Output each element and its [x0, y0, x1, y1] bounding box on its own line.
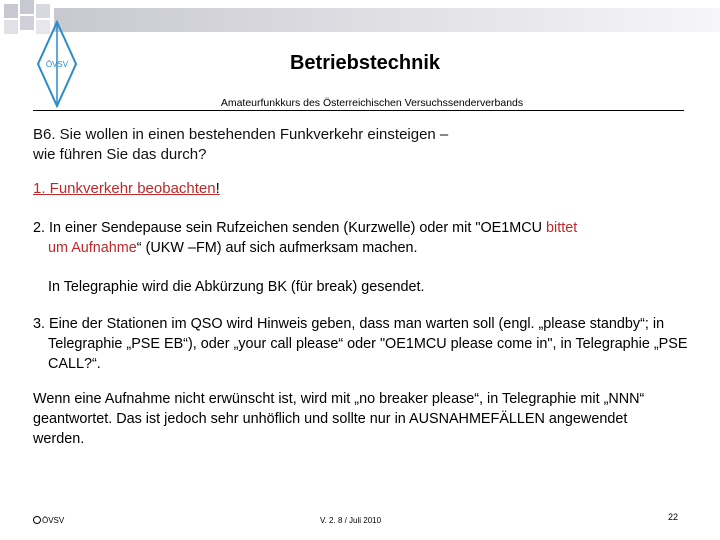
step-2-line2-red: um Aufnahme: [48, 240, 137, 256]
question-line-1: B6. Sie wollen in einen bestehenden Funkverkehr einsteigen –: [33, 126, 449, 143]
step-2-highlight: bittet: [546, 220, 578, 236]
step-1: [33, 180, 220, 197]
copyright-icon: [33, 516, 41, 524]
step-2-line2-rest: “ (UKW –FM) auf sich aufmerksam machen.: [136, 240, 418, 256]
footer-version: V. 2. 8 / Juli 2010: [320, 516, 382, 525]
page-title: Betriebstechnik: [289, 52, 441, 74]
logo-text: ÖVSV: [45, 60, 69, 69]
ovsv-logo: [36, 20, 78, 108]
page-number: 22: [668, 512, 679, 522]
page-subtitle: Amateurfunkkurs des Österreichischen Versuchssenderverbands: [220, 97, 524, 109]
step-2: [33, 218, 688, 258]
question-heading: [33, 125, 633, 165]
step-2-part-1: 2. In einer Sendepause sein Rufzeichen senden (Kurzwelle) oder mit "OE1MCU: [33, 220, 547, 236]
step-3: 3. Eine der Stationen im QSO wird Hinweis geben, dass man warten soll (engl. „please standby“; in Telegraphie „PSE EB“), oder „your call please“ oder "OE1MCU please come in", in Telegraphie „PSE CALL?“.: [33, 316, 688, 372]
step-1-text: 1. Funkverkehr beobachten: [33, 180, 216, 197]
decorative-squares: [0, 0, 720, 40]
header-divider: [33, 110, 684, 111]
question-line-2: wie führen Sie das durch?: [33, 146, 207, 163]
note-paragraph: Wenn eine Aufnahme nicht erwünscht ist, wird mit „no breaker please“, in Telegraphie mit „NNN“ geantwortet. Das ist jedoch sehr unhöflich und sollte nur in AUSNAHMEFÄLLEN angewendet werden.: [33, 391, 645, 447]
footer-copyright-text: ÖVSV: [42, 516, 65, 525]
footer-copyright: [33, 516, 64, 525]
step-1-exclamation: !: [215, 180, 220, 197]
step-2-telegraphy: In Telegraphie wird die Abkürzung BK (für break) gesendet.: [48, 279, 425, 295]
